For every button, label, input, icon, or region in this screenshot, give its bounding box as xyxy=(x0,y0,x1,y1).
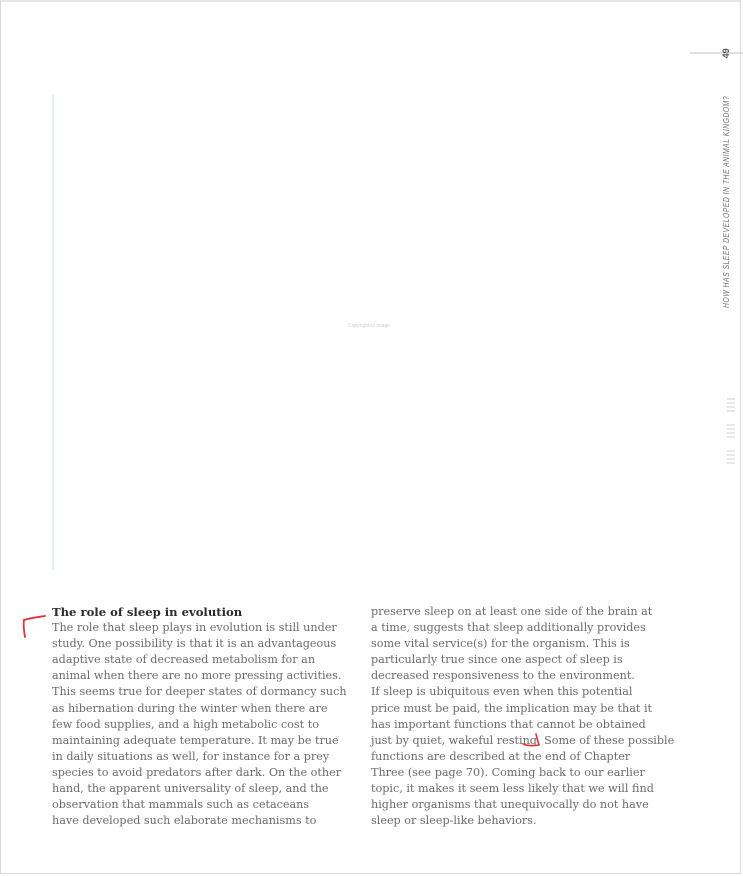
text-line: animal when there are no more pressing activities. xyxy=(52,669,342,683)
text-line: as hibernation during the winter when there are xyxy=(52,701,328,715)
text-line: some vital service(s) for the organism. This is xyxy=(371,637,630,651)
running-head xyxy=(707,48,731,310)
text-line: have developed such elaborate mechanisms to xyxy=(52,814,317,828)
text-line: observation that mammals such as cetaceans xyxy=(52,798,310,812)
sentence-break-annotation xyxy=(520,732,546,752)
text-line: maintaining adequate temperature. It may be true xyxy=(52,733,339,747)
text-line: Three (see page 70). Coming back to our earlier xyxy=(371,765,645,779)
text-line: functions are described at the end of Chapter xyxy=(371,749,631,763)
faint-mark xyxy=(727,450,735,464)
text-line: The role that sleep plays in evolution is still under xyxy=(52,621,337,635)
figure-caption: Copyrighted image xyxy=(348,323,390,329)
margin-bracket-annotation xyxy=(18,613,48,639)
text-column-left xyxy=(52,604,352,829)
text-line: study. One possibility is that it is an advantageous xyxy=(52,637,337,651)
running-head-title: HOW HAS SLEEP DEVELOPED IN THE ANIMAL KINGDOM? xyxy=(722,95,731,308)
page-number: 49 xyxy=(721,48,731,59)
text-line: adaptive state of decreased metabolism for an xyxy=(52,653,316,667)
text-line: If sleep is ubiquitous even when this potential xyxy=(371,685,633,699)
faint-mark xyxy=(727,424,735,438)
text-line: This seems true for deeper states of dormancy such xyxy=(52,685,347,699)
text-line: preserve sleep on at least one side of the brain at xyxy=(371,605,653,618)
text-column-right xyxy=(371,604,676,829)
text-line: few food supplies, and a high metabolic cost to xyxy=(52,717,319,731)
text-line: decreased responsiveness to the environment. xyxy=(371,669,635,683)
text-line: species to avoid predators after dark. On the other xyxy=(52,765,342,779)
faint-mark xyxy=(727,398,735,412)
text-line: hand, the apparent universality of sleep, and the xyxy=(52,782,329,796)
text-line: higher organisms that unequivocally do not have xyxy=(371,798,649,812)
text-line: topic, it makes it seem less likely that we will find xyxy=(371,782,654,796)
text-line: particularly true since one aspect of sleep is xyxy=(371,653,623,667)
header-rule xyxy=(690,52,743,54)
faint-margin-marks xyxy=(724,398,738,478)
text-line: just by quiet, wakeful resting. Some of these possible xyxy=(371,733,675,747)
section-heading: The role of sleep in evolution xyxy=(52,605,243,619)
text-line: price must be paid, the implication may be that it xyxy=(371,701,653,715)
text-line: sleep or sleep-like behaviors. xyxy=(371,814,537,828)
text-line: a time, suggests that sleep additionally provides xyxy=(371,621,646,635)
figure-placeholder xyxy=(52,95,652,570)
figure-border-line xyxy=(52,95,54,570)
text-line: in daily situations as well, for instance for a prey xyxy=(52,749,330,763)
text-line: has important functions that cannot be obtained xyxy=(371,717,646,731)
